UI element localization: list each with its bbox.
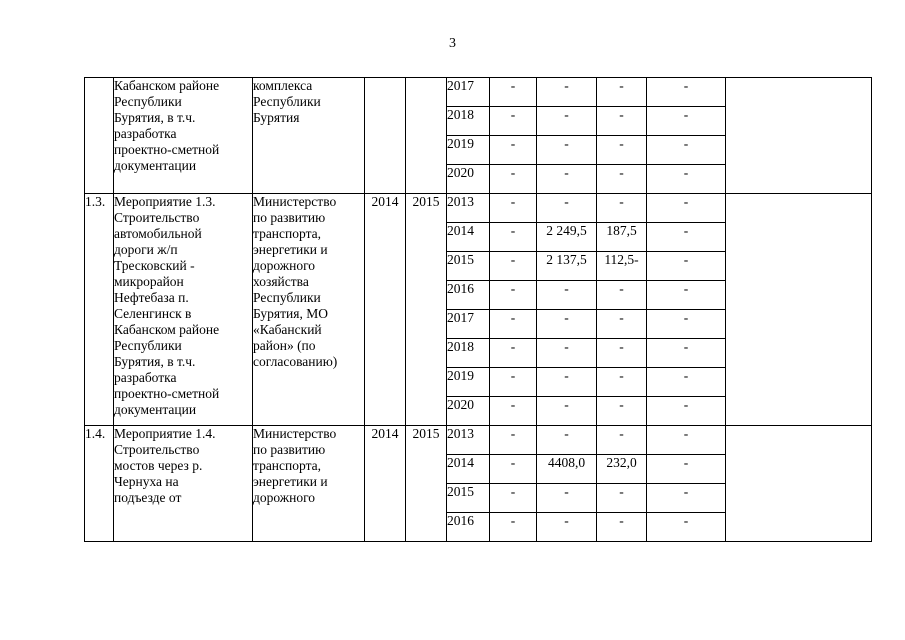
measure-name-cell (114, 426, 253, 542)
measure-name-line: микрорайон (114, 274, 184, 289)
funding-year-cell: 2014 (447, 455, 490, 484)
executor-line: энергетики и (253, 474, 328, 489)
funding-value-cell-3: - (597, 136, 647, 165)
funding-value-cell-1: - (490, 165, 537, 194)
table-body (85, 78, 872, 542)
measure-name-line: документации (114, 158, 197, 173)
funding-value-cell-2: - (537, 397, 597, 426)
executor-line: энергетики и (253, 242, 328, 257)
measure-name-line: Бурятия, в т.ч. (114, 354, 196, 369)
executor-line: «Кабанский (253, 322, 322, 337)
end-year-cell: 2015 (406, 194, 447, 426)
funding-value-cell-3: - (597, 339, 647, 368)
funding-value-cell-4: - (647, 455, 726, 484)
executor-line: согласованию) (253, 354, 338, 369)
measure-name-line: Селенгинск в (114, 306, 192, 321)
measure-name-line: подъезде от (114, 490, 182, 505)
funding-year-cell: 2013 (447, 426, 490, 455)
funding-value-cell-3: - (597, 107, 647, 136)
table-row (85, 426, 872, 455)
executor-cell (253, 194, 365, 426)
funding-value-cell-4: - (647, 78, 726, 107)
funding-value-cell-1: - (490, 397, 537, 426)
start-year-cell: 2014 (365, 194, 406, 426)
funding-value-cell-1: - (490, 339, 537, 368)
funding-value-cell-3: - (597, 281, 647, 310)
funding-year-cell: 2016 (447, 513, 490, 542)
measure-name-line: Мероприятие 1.4. (114, 426, 216, 441)
funding-year-cell: 2017 (447, 310, 490, 339)
funding-value-cell-2: - (537, 165, 597, 194)
funding-value-cell-1: - (490, 281, 537, 310)
measure-name-line: разработка (114, 126, 177, 141)
notes-cell (726, 426, 872, 542)
funding-value-cell-4: - (647, 136, 726, 165)
executor-cell (253, 426, 365, 542)
funding-value-cell-1: - (490, 107, 537, 136)
measure-name-line: Мероприятие 1.3. (114, 194, 216, 209)
funding-value-cell-4: - (647, 223, 726, 252)
funding-value-cell-2: 2 249,5 (537, 223, 597, 252)
measure-name-line: Кабанском районе (114, 322, 220, 337)
funding-value-cell-4: - (647, 426, 726, 455)
funding-value-cell-3: 112,5- (597, 252, 647, 281)
funding-value-cell-1: - (490, 513, 537, 542)
funding-value-cell-1: - (490, 78, 537, 107)
funding-year-cell: 2020 (447, 397, 490, 426)
funding-value-cell-4: - (647, 107, 726, 136)
funding-value-cell-3: - (597, 397, 647, 426)
program-measures-table (84, 77, 872, 542)
funding-value-cell-4: - (647, 368, 726, 397)
funding-value-cell-4: - (647, 281, 726, 310)
funding-value-cell-3: - (597, 78, 647, 107)
funding-value-cell-4: - (647, 194, 726, 223)
funding-year-cell: 2017 (447, 78, 490, 107)
funding-value-cell-2: - (537, 339, 597, 368)
funding-value-cell-2: - (537, 310, 597, 339)
funding-year-cell: 2013 (447, 194, 490, 223)
funding-year-cell: 2019 (447, 368, 490, 397)
executor-line: транспорта, (253, 226, 322, 241)
start-year-cell (365, 78, 406, 194)
measure-name-line: Нефтебаза п. (114, 290, 189, 305)
executor-line: по развитию (253, 210, 326, 225)
funding-value-cell-3: - (597, 368, 647, 397)
funding-value-cell-1: - (490, 136, 537, 165)
measure-name-line: Республики (114, 338, 182, 353)
executor-line: дорожного (253, 490, 316, 505)
start-year-cell: 2014 (365, 426, 406, 542)
funding-value-cell-2: 4408,0 (537, 455, 597, 484)
funding-value-cell-2: - (537, 368, 597, 397)
funding-value-cell-3: - (597, 310, 647, 339)
executor-line: комплекса (253, 78, 313, 93)
funding-value-cell-3: 232,0 (597, 455, 647, 484)
page-number: 3 (449, 36, 456, 51)
funding-value-cell-1: - (490, 455, 537, 484)
measure-name-line: дороги ж/п (114, 242, 178, 257)
executor-line: по развитию (253, 442, 326, 457)
funding-year-cell: 2018 (447, 339, 490, 368)
end-year-cell (406, 78, 447, 194)
measure-name-line: автомобильной (114, 226, 202, 241)
measure-name-line: Тресковский - (114, 258, 195, 273)
measure-number-cell (85, 78, 114, 194)
funding-value-cell-2: - (537, 107, 597, 136)
funding-value-cell-3: - (597, 513, 647, 542)
funding-value-cell-2: - (537, 136, 597, 165)
measure-name-line: Строительство (114, 210, 200, 225)
funding-year-cell: 2020 (447, 165, 490, 194)
executor-line: Республики (253, 290, 321, 305)
funding-value-cell-2: - (537, 194, 597, 223)
measure-name-line: разработка (114, 370, 177, 385)
funding-value-cell-1: - (490, 223, 537, 252)
notes-cell (726, 78, 872, 194)
funding-value-cell-3: 187,5 (597, 223, 647, 252)
executor-line: район» (по (253, 338, 316, 353)
funding-value-cell-4: - (647, 339, 726, 368)
executor-line: Республики (253, 94, 321, 109)
funding-value-cell-4: - (647, 484, 726, 513)
funding-value-cell-1: - (490, 426, 537, 455)
funding-value-cell-1: - (490, 368, 537, 397)
executor-line: Бурятия (253, 110, 300, 125)
funding-value-cell-4: - (647, 165, 726, 194)
funding-year-cell: 2018 (447, 107, 490, 136)
executor-line: Министерство (253, 426, 337, 441)
funding-value-cell-3: - (597, 426, 647, 455)
measure-number-cell: 1.4. (85, 426, 114, 542)
funding-value-cell-2: - (537, 484, 597, 513)
funding-value-cell-1: - (490, 484, 537, 513)
funding-value-cell-1: - (490, 310, 537, 339)
funding-value-cell-3: - (597, 165, 647, 194)
end-year-cell: 2015 (406, 426, 447, 542)
funding-year-cell: 2016 (447, 281, 490, 310)
measure-name-cell (114, 194, 253, 426)
measure-name-line: Строительство (114, 442, 200, 457)
funding-value-cell-1: - (490, 194, 537, 223)
funding-value-cell-2: - (537, 281, 597, 310)
funding-year-cell: 2015 (447, 484, 490, 513)
funding-value-cell-1: - (490, 252, 537, 281)
executor-line: транспорта, (253, 458, 322, 473)
funding-value-cell-2: - (537, 513, 597, 542)
funding-value-cell-4: - (647, 513, 726, 542)
measure-name-line: документации (114, 402, 197, 417)
measure-name-cell (114, 78, 253, 194)
funding-value-cell-3: - (597, 484, 647, 513)
table-row (85, 78, 872, 107)
measure-name-line: проектно-сметной (114, 142, 220, 157)
executor-line: дорожного (253, 258, 316, 273)
executor-line: Бурятия, МО (253, 306, 328, 321)
table-row (85, 194, 872, 223)
measure-name-line: мостов через р. (114, 458, 203, 473)
funding-value-cell-2: - (537, 426, 597, 455)
funding-year-cell: 2014 (447, 223, 490, 252)
measure-name-line: Бурятия, в т.ч. (114, 110, 196, 125)
measure-name-line: Республики (114, 94, 182, 109)
funding-value-cell-2: 2 137,5 (537, 252, 597, 281)
notes-cell (726, 194, 872, 426)
funding-value-cell-4: - (647, 310, 726, 339)
executor-cell (253, 78, 365, 194)
funding-year-cell: 2019 (447, 136, 490, 165)
funding-year-cell: 2015 (447, 252, 490, 281)
executor-line: Министерство (253, 194, 337, 209)
executor-line: хозяйства (253, 274, 309, 289)
measure-name-line: Чернуха на (114, 474, 179, 489)
measure-number-cell: 1.3. (85, 194, 114, 426)
funding-value-cell-2: - (537, 78, 597, 107)
funding-value-cell-4: - (647, 397, 726, 426)
measure-name-line: Кабанском районе (114, 78, 220, 93)
measure-name-line: проектно-сметной (114, 386, 220, 401)
funding-value-cell-3: - (597, 194, 647, 223)
funding-value-cell-4: - (647, 252, 726, 281)
